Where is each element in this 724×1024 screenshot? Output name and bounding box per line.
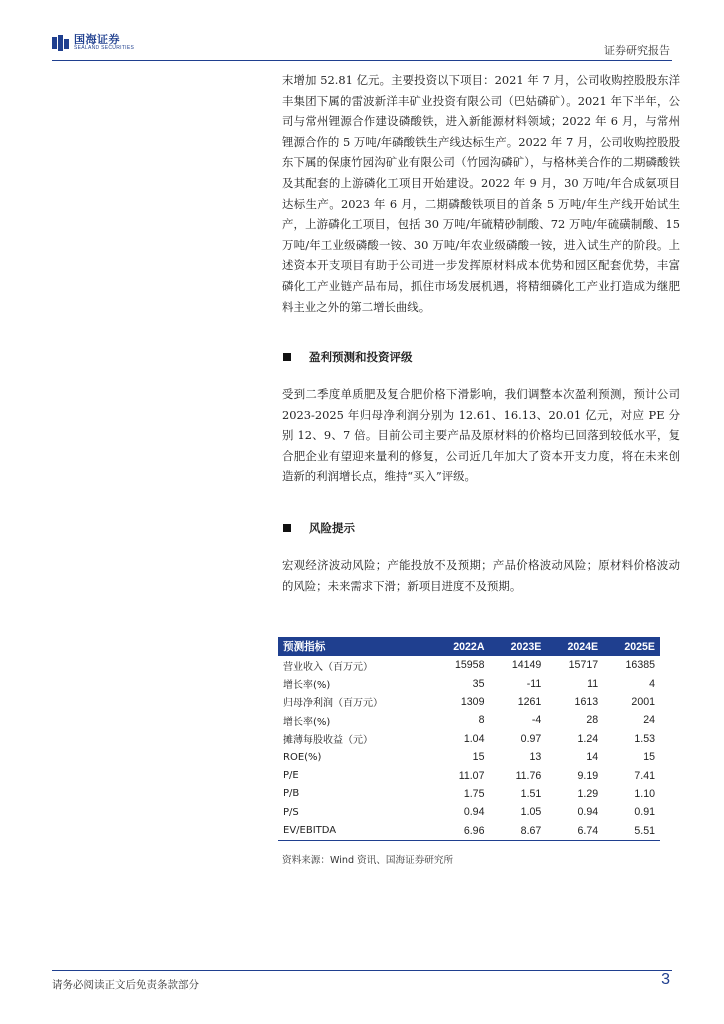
table-cell: 4 — [649, 677, 655, 690]
table-cell: 24 — [643, 714, 655, 727]
table-row — [278, 656, 660, 674]
table-cell: 15958 — [455, 659, 485, 672]
table-cell: -11 — [526, 677, 542, 690]
table-header-cell: 2025E — [624, 640, 655, 653]
table-cell: P/B — [283, 788, 300, 800]
table-cell: 0.94 — [463, 806, 485, 819]
table-cell: 11.76 — [515, 769, 542, 782]
table-row — [278, 803, 660, 821]
table-row — [278, 711, 660, 729]
report-type-label: 证券研究报告 — [604, 44, 670, 57]
table-cell: 6.74 — [546, 822, 603, 841]
table-cell: P/S — [283, 806, 299, 818]
table-cell: 5.51 — [603, 822, 660, 841]
table-row — [278, 766, 660, 784]
table-cell: P/E — [283, 770, 299, 782]
logo-mark-icon — [52, 35, 70, 51]
investment-projects-paragraph: 末增加 52.81 亿元。主要投资以下项目：2021 年 7 月，公司收购控股股东洋丰集团下属的雷波新洋丰矿业投资有限公司（巴姑磷矿）。2021 年下半年，公司与常州锂源合作建设磷酸铁，进入新能源材料领域；2022 年 6 月，与常州锂源合作的 5 万吨/年磷酸铁生产线达标生产。2022 年 7 月，公司收购控股股东下属的保康竹园沟矿业有限公司（竹园沟磷矿），与格林美合作的二期磷酸铁及其配套的上游磷化工项目开始建设。2022 年 9 月，30 万吨/年合成氨项目达标生产。2023 年 6 月，二期磷酸铁项目的首条 5 万吨/年生产线开始试生产，上游磷化工项目，包括 30 万吨/年硫精砂制酸、72 万吨/年硫磺制酸、15 万吨/年工业级磷酸一铵、30 万吨/年农业级磷酸一铵，进入试生产的阶段。上述资本开支项目有助于公司进一步发挥原材料成本优势和园区配套优势，丰富磷化工产业链产品布局，抓住市场发展机遇，将精细磷化工产业打造成为继肥料主业之外的第二增长曲线。 — [282, 73, 680, 314]
table-cell: 7.41 — [634, 769, 655, 782]
page-number: 3 — [661, 971, 670, 988]
table-cell: 15 — [472, 751, 485, 764]
table-row — [278, 730, 660, 748]
table-cell: 1309 — [460, 695, 485, 708]
logo-name-cn: 国海证券 — [74, 33, 120, 46]
table-cell: 0.94 — [577, 806, 599, 819]
table-row — [278, 785, 660, 803]
table-cell: 0.97 — [520, 732, 542, 745]
table-cell: 14149 — [511, 659, 542, 672]
section-title-rating: 盈利预测和投资评级 — [309, 350, 413, 364]
table-cell: -4 — [531, 714, 542, 727]
section-bullet-icon — [283, 524, 291, 532]
section-title-risk: 风险提示 — [309, 521, 355, 535]
table-cell: EV/EBITDA — [278, 822, 432, 841]
table-cell: 1613 — [574, 695, 599, 708]
risk-paragraph: 宏观经济波动风险；产能投放不及预期；产品价格波动风险；原材料价格波动的风险；未来需求下滑；新项目进度不及预期。 — [282, 558, 680, 593]
header-divider — [52, 60, 672, 61]
table-cell: 1.29 — [577, 787, 599, 800]
table-cell: 摊薄每股收益（元） — [283, 735, 373, 747]
table-row — [278, 822, 660, 841]
table-cell: 1.24 — [577, 732, 599, 745]
table-cell: 归母净利润（百万元） — [283, 698, 383, 710]
table-cell: 增长率(%) — [283, 680, 331, 692]
table-cell: ROE(%) — [283, 751, 322, 763]
table-cell: 13 — [529, 751, 542, 764]
table-cell: 营业收入（百万元） — [283, 661, 373, 673]
table-cell: 1.51 — [520, 787, 542, 800]
table-row — [278, 748, 660, 766]
table-row — [278, 693, 660, 711]
table-cell: 1.75 — [463, 787, 485, 800]
table-row — [278, 674, 660, 692]
table-cell: 35 — [472, 677, 485, 690]
table-cell: 14 — [586, 751, 599, 764]
section-bullet-icon — [283, 353, 291, 361]
footer-divider — [52, 970, 672, 971]
table-header-cell: 2023E — [510, 640, 542, 653]
table-cell: 15717 — [568, 659, 599, 672]
table-header-cell: 2022A — [453, 640, 485, 653]
footer-disclaimer: 请务必阅读正文后免责条款部分 — [52, 979, 199, 991]
table-cell: 1.05 — [520, 806, 542, 819]
rating-paragraph: 受到二季度单质肥及复合肥价格下滑影响，我们调整本次盈利预测，预计公司 2023-2025 年归母净利润分别为 12.61、16.13、20.01 亿元，对应 PE 分别 12、9、7 倍。目前公司主要产品及原材料的价格均已回落到较低水平，复合肥企业有望迎来量利的修复，公司近几年加大了资本开支力度，将在未来创造新的利润增长点，维持“买入”评级。 — [282, 387, 680, 484]
table-cell: 1.53 — [634, 732, 655, 745]
table-cell: 1.04 — [463, 732, 485, 745]
table-header-cell: 2024E — [567, 640, 599, 653]
forecast-table — [278, 637, 660, 841]
table-cell: 28 — [586, 714, 599, 727]
table-cell: 8 — [478, 714, 485, 727]
table-cell: 9.19 — [577, 769, 599, 782]
table-cell: 0.91 — [634, 806, 655, 819]
table-cell: 8.67 — [489, 822, 546, 841]
table-cell: 增长率(%) — [283, 716, 331, 728]
table-cell: 16385 — [625, 659, 655, 672]
table-source-note: 资料来源：Wind 资讯、国海证券研究所 — [282, 855, 454, 866]
table-cell: 1261 — [517, 695, 542, 708]
company-logo — [52, 34, 134, 51]
table-cell: 15 — [643, 751, 655, 764]
table-header-cell: 预测指标 — [283, 641, 326, 653]
table-header-row — [278, 637, 660, 656]
table-cell: 11 — [587, 677, 599, 690]
table-cell: 2001 — [631, 695, 655, 708]
table-cell: 11.07 — [458, 769, 485, 782]
table-cell: 1.10 — [634, 787, 655, 800]
table-cell: 6.96 — [432, 822, 490, 841]
logo-name-en: SEALAND SECURITIES — [74, 45, 135, 51]
